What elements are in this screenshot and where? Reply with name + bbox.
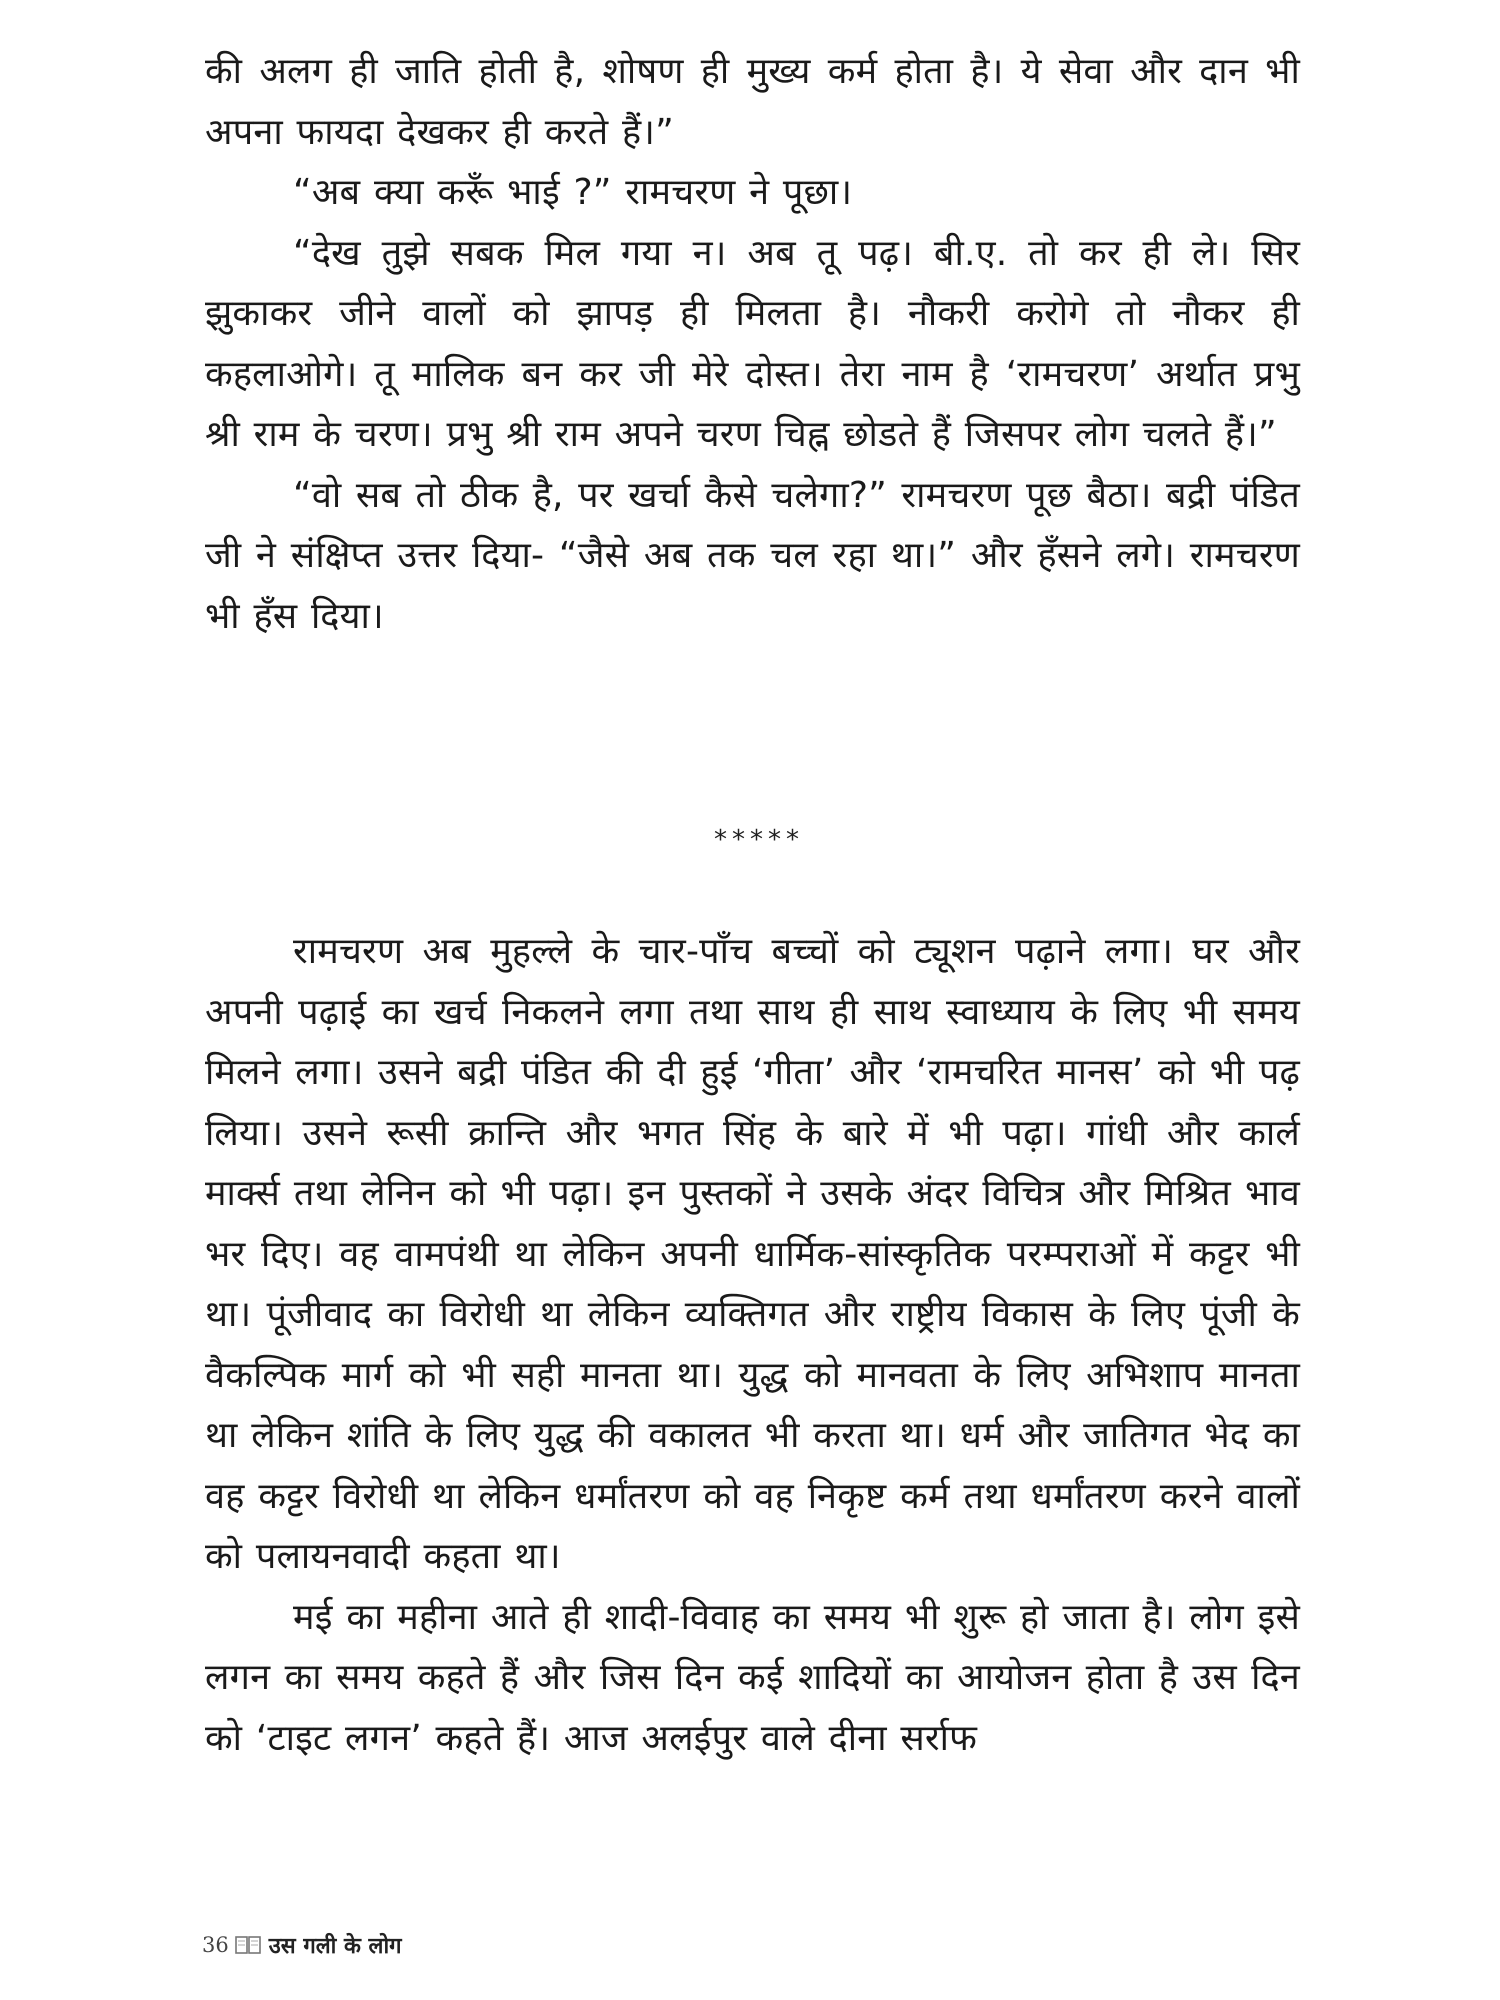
open-book-icon	[235, 1935, 261, 1955]
book-title: उस गली के लोग	[268, 1934, 402, 1959]
page-footer	[202, 1930, 402, 1960]
body-text-top	[205, 42, 1300, 647]
paragraph: “देख तुझे सबक मिल गया न। अब तू पढ़। बी.ए. तो कर ही ले। सिर झुकाकर जीने वालों को झापड़ ही मिलता है। नौकरी करोगे तो नौकर ही कहलाओगे। तू मालिक बन कर जी मेरे दोस्त। तेरा नाम है ‘रामचरण’ अर्थात प्रभु श्री राम के चरण। प्रभु श्री राम अपने चरण चिह्न छोडते हैं जिसपर लोग चलते हैं।”	[205, 232, 1300, 455]
section-separator: *****	[714, 825, 804, 855]
page-number: 36	[202, 1933, 229, 1957]
body-text-bottom	[205, 922, 1300, 1769]
paragraph: की अलग ही जाति होती है, शोषण ही मुख्य कर्म होता है। ये सेवा और दान भी अपना फायदा देखकर ही करते हैं।”	[205, 51, 1300, 153]
paragraph: “वो सब तो ठीक है, पर खर्चा कैसे चलेगा?” रामचरण पूछ बैठा। बद्री पंडित जी ने संक्षिप्त उत्तर दिया- “जैसे अब तक चल रहा था।” और हँसने लगे। रामचरण भी हँस दिया।	[205, 474, 1300, 637]
paragraph: रामचरण अब मुहल्ले के चार-पाँच बच्चों को ट्यूशन पढ़ाने लगा। घर और अपनी पढ़ाई का खर्च निकलने लगा तथा साथ ही साथ स्वाध्याय के लिए भी समय मिलने लगा। उसने बद्री पंडित की दी हुई ‘गीता’ और ‘रामचरित मानस’ को भी पढ़ लिया। उसने रूसी क्रान्ति और भगत सिंह के बारे में भी पढ़ा। गांधी और कार्ल मार्क्स तथा लेनिन को भी पढ़ा। इन पुस्तकों ने उसके अंदर विचित्र और मिश्रित भाव भर दिए। वह वामपंथी था लेकिन अपनी धार्मिक-सांस्कृतिक परम्पराओं में कट्टर भी था। पूंजीवाद का विरोधी था लेकिन व्यक्तिगत और राष्ट्रीय विकास के लिए पूंजी के वैकल्पिक मार्ग को भी सही मानता था। युद्ध को मानवता के लिए अभिशाप मानता था लेकिन शांति के लिए युद्ध की वकालत भी करता था। धर्म और जातिगत भेद का वह कट्टर विरोधी था लेकिन धर्मांतरण को वह निकृष्ट कर्म तथा धर्मांतरण करने वालों को पलायनवादी कहता था।	[205, 931, 1300, 1577]
paragraph: मई का महीना आते ही शादी-विवाह का समय भी शुरू हो जाता है। लोग इसे लगन का समय कहते हैं और जिस दिन कई शादियों का आयोजन होता है उस दिन को ‘टाइट लगन’ कहते हैं। आज अलईपुर वाले दीना सर्राफ	[205, 1596, 1300, 1759]
paragraph: “अब क्या करूँ भाई ?” रामचरण ने पूछा।	[293, 172, 853, 213]
